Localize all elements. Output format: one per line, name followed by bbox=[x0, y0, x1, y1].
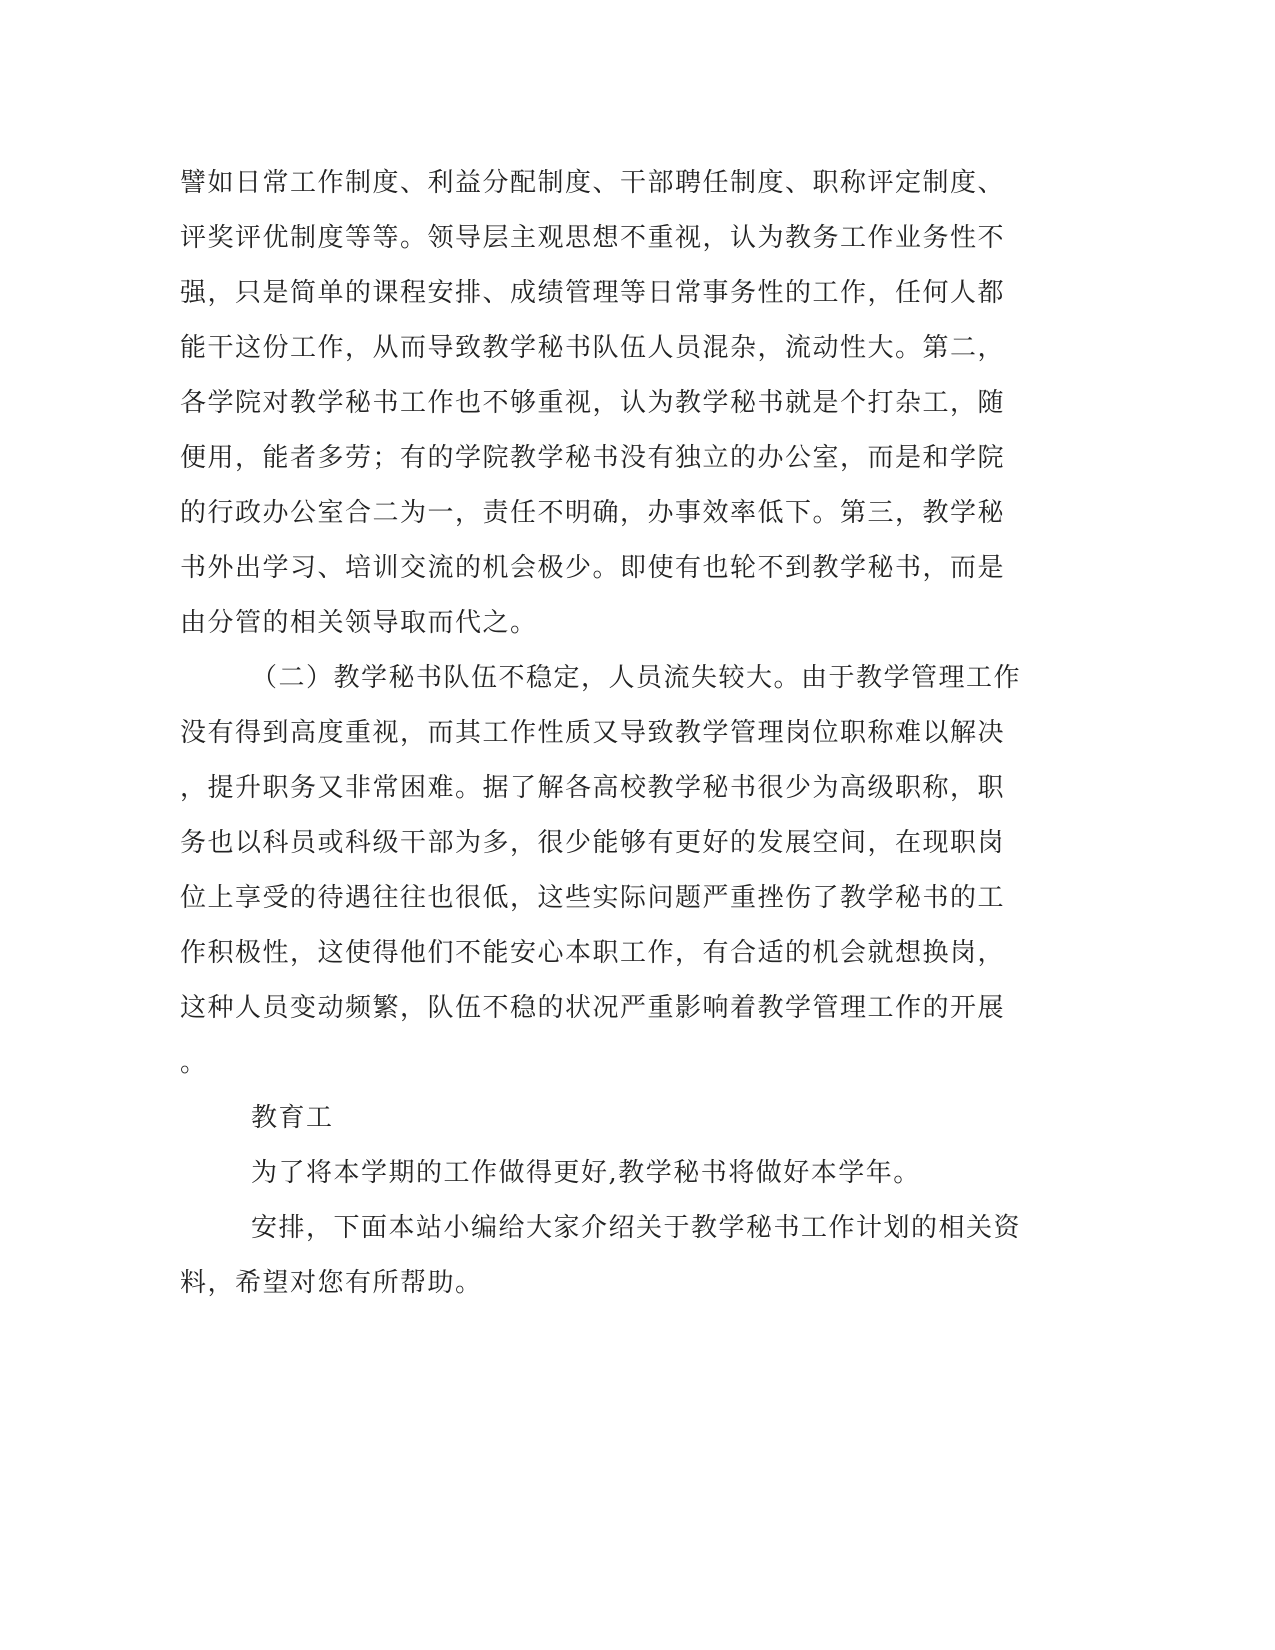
text-line: 位上享受的待遇往往也很低，这些实际问题严重挫伤了教学秘书的工 bbox=[180, 883, 1006, 913]
text-line: ，提升职务又非常困难。据了解各高校教学秘书很少为高级职称，职 bbox=[180, 773, 1006, 803]
text-line: 。 bbox=[180, 1048, 208, 1078]
text-line: 的行政办公室合二为一，责任不明确，办事效率低下。第三，教学秘 bbox=[180, 498, 1006, 528]
text-line: 务也以科员或科级干部为多，很少能够有更好的发展空间，在现职岗 bbox=[180, 828, 1006, 858]
text-line: （二）教学秘书队伍不稳定，人员流失较大。由于教学管理工作 bbox=[251, 663, 1022, 693]
text-line: 为了将本学期的工作做得更好,教学秘书将做好本学年。 bbox=[251, 1158, 921, 1188]
text-line: 譬如日常工作制度、利益分配制度、干部聘任制度、职称评定制度、 bbox=[180, 168, 1006, 198]
text-line: 教育工 bbox=[251, 1103, 334, 1133]
text-line: 安排，下面本站小编给大家介绍关于教学秘书工作计划的相关资 bbox=[251, 1213, 1022, 1243]
text-line: 由分管的相关领导取而代之。 bbox=[180, 608, 538, 638]
text-line: 这种人员变动频繁，队伍不稳的状况严重影响着教学管理工作的开展 bbox=[180, 993, 1006, 1023]
text-line: 便用，能者多劳；有的学院教学秘书没有独立的办公室，而是和学院 bbox=[180, 443, 1006, 473]
text-line: 书外出学习、培训交流的机会极少。即使有也轮不到教学秘书，而是 bbox=[180, 553, 1006, 583]
text-line: 没有得到高度重视，而其工作性质又导致教学管理岗位职称难以解决 bbox=[180, 718, 1006, 748]
text-line: 强，只是简单的课程安排、成绩管理等日常事务性的工作，任何人都 bbox=[180, 278, 1006, 308]
text-line: 能干这份工作，从而导致教学秘书队伍人员混杂，流动性大。第二， bbox=[180, 333, 1006, 363]
text-line: 料，希望对您有所帮助。 bbox=[180, 1268, 483, 1298]
text-line: 评奖评优制度等等。领导层主观思想不重视，认为教务工作业务性不 bbox=[180, 223, 1006, 253]
text-line: 各学院对教学秘书工作也不够重视，认为教学秘书就是个打杂工，随 bbox=[180, 388, 1006, 418]
text-line: 作积极性，这使得他们不能安心本职工作，有合适的机会就想换岗， bbox=[180, 938, 1006, 968]
